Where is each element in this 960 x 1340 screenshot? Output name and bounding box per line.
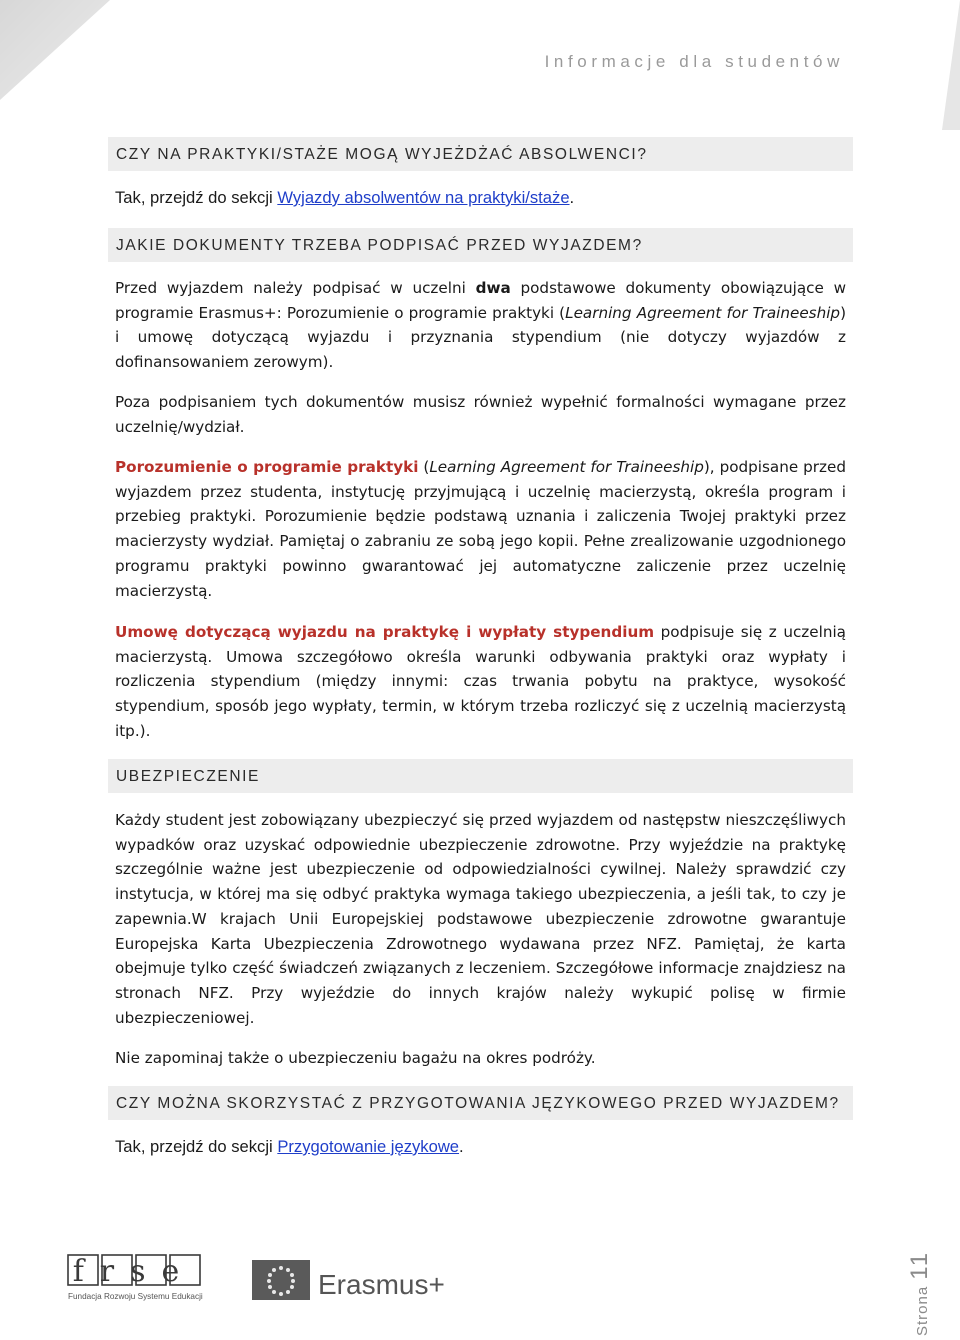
graduates-paragraph: Tak, przejdź do sekcji Wyjazdy absolwentów na praktyki/staże.: [115, 188, 575, 207]
svg-text:Fundacja Rozwoju Systemu Eduka: Fundacja Rozwoju Systemu Edukacji: [68, 1292, 203, 1301]
svg-text:Erasmus+: Erasmus+: [318, 1269, 445, 1300]
corner-decoration-right: [942, 0, 960, 130]
section-heading-documents: JAKIE DOKUMENTY TRZEBA PODPISAĆ PRZED WYJAZDEM?: [108, 228, 853, 262]
corner-decoration: [0, 0, 110, 100]
documents-paragraph-1: Przed wyjazdem należy podpisać w uczelni dwa podstawowe dokumenty obowiązujące w programie Erasmus+: Porozumienie o programie praktyki (Learning Agreement for Traineeship) i umowę dotyczącą wyjazdu i przyznania stypendium (nie dotyczy wyjazdów z dofinansowaniem zerowym).: [115, 279, 847, 372]
page-number: Strona11: [906, 1250, 933, 1336]
section-heading-language: CZY MOŻNA SKORZYSTAĆ Z PRZYGOTOWANIA JĘZYKOWEGO PRZED WYJAZDEM?: [108, 1086, 853, 1120]
documents-paragraph-2: Poza podpisaniem tych dokumentów musisz również wypełnić formalności wymagane przez uczelnię/wydział.: [115, 393, 846, 436]
frse-logo: [66, 1253, 206, 1305]
graduates-section-link[interactable]: Wyjazdy absolwentów na praktyki/staże: [277, 188, 570, 207]
section-heading-insurance: UBEZPIECZENIE: [108, 759, 853, 793]
insurance-paragraph-1: Każdy student jest zobowiązany ubezpieczyć się przed wyjazdem od następstw nieszczęśliwych wypadków oraz uzyskać odpowiednie ubezpieczenie zdrowotne. Przy wyjeździe na praktykę szczególnie ważne jest ubezpieczenie od odpowiedzialności cywilnej. Należy sprawdzić czy instytucja, w której ma się odbyć praktyka wymaga takiego ubezpieczenia, a jeśli tak, to czy je zapewnia.W krajach Unii Europejskiej podstawowe ubezpieczenie zdrowotne gwarantuje Europejska Karta Ubezpieczenia Zdrowotnego wydawana przez NFZ. Pamiętaj, że karta obejmuje tylko część świadczeń związanych z leczeniem. Szczegółowe informacje znajdziesz na stronach NFZ. Przy wyjeździe do innych krajów należy wykupić polisę w firmie ubezpieczeniowej.: [115, 811, 846, 1027]
running-header: Informacje dla studentów: [544, 52, 844, 71]
grant-agreement-paragraph: Umowę dotyczącą wyjazdu na praktykę i wypłaty stypendium podpisuje się z uczelnią macierzystą. Umowa szczegółowo określa warunki odbywania praktyki oraz wypłaty i rozliczenia stypendium (między innymi: czas trwania pobytu na praktyce, wysokość stypendium, sposób jego wypłaty, termin, w którym trzeba rozliczyć się z uczelnią macierzystą itp.).: [115, 623, 846, 740]
section-heading-graduates: CZY NA PRAKTYKI/STAŻE MOGĄ WYJEŻDŻAĆ ABSOLWENCI?: [108, 137, 853, 171]
language-section-link[interactable]: Przygotowanie językowe: [277, 1137, 460, 1156]
learning-agreement-paragraph: Porozumienie o programie praktyki (Learning Agreement for Traineeship), podpisane przed wyjazdem przez studenta, instytucję przyjmującą i uczelnię macierzystą, określa program i przebieg praktyki. Porozumienie będzie podstawą uznania i zaliczenia Twojej praktyki przez macierzysty wydział. Pamiętaj o zabraniu ze sobą jego kopii. Pełne zrealizowanie uzgodnionego programu praktyki powinno gwarantować jej automatyczne zaliczenie przez uczelnię macierzystą.: [115, 458, 846, 600]
language-paragraph: Tak, przejdź do sekcji Przygotowanie językowe.: [115, 1137, 464, 1156]
erasmus-plus-logo: [250, 1258, 460, 1304]
insurance-paragraph-2: Nie zapominaj także o ubezpieczeniu bagażu na okres podróży.: [115, 1049, 596, 1067]
svg-text:frse: frse: [72, 1254, 196, 1289]
